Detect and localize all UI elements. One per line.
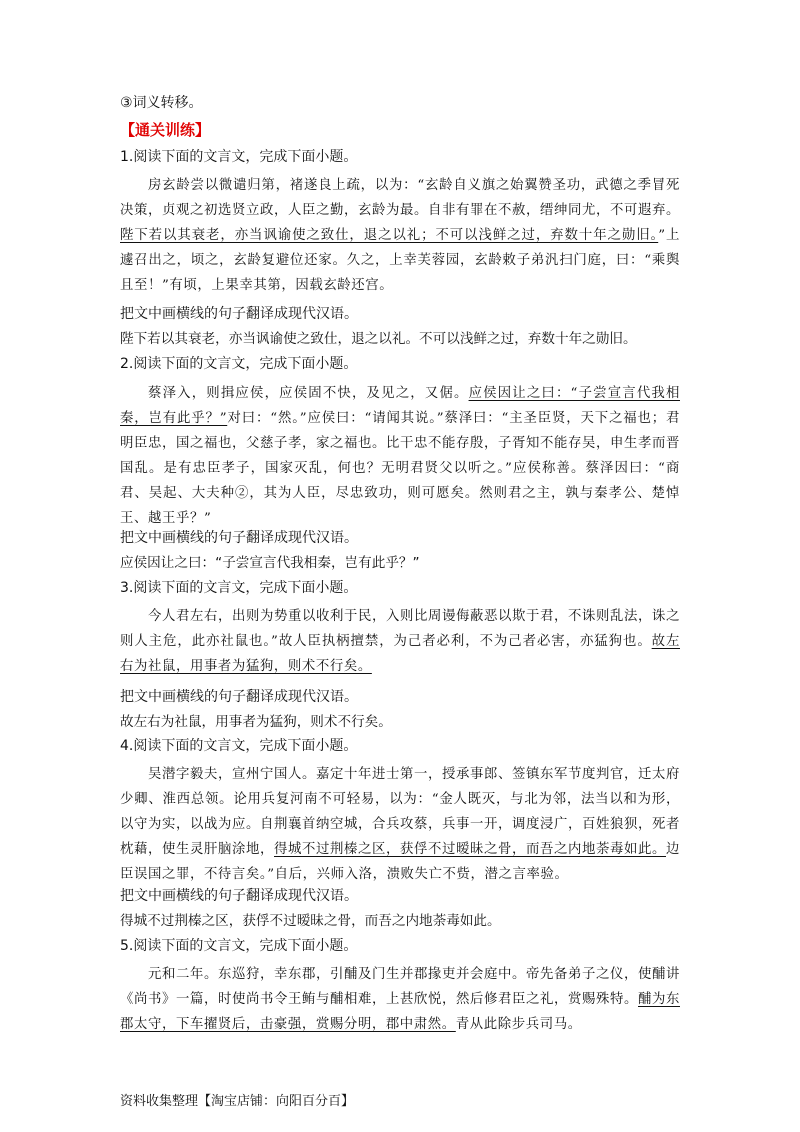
passage-underlined: 应侯因让之曰：“子尝宣言代我相秦，岂有此乎？”: [120, 386, 680, 426]
question-prompt: 3.阅读下面的文言文，完成下面小题。: [120, 580, 358, 596]
passage-text: 对曰：“然。”应侯曰：“请闻其说。”蔡泽曰：“主圣臣贤，天下之福也；君明臣忠，国之福也，父慈子孝，家之福也。比干忠不能存殷，子胥知不能存吴，申生孝而晋国乱。是有忠臣孝子，国家灭乱，何也？无明君贤父以听之。”应侯称善。蔡泽因曰：“商君、吴起、大夫种②，其为人臣，尽忠致功，则可愿矣。然则君之主，孰与秦孝公、楚悼王、越王乎？”: [120, 411, 680, 526]
passage-underlined: 陛下若以其衰老，亦当讽谕使之致仕，退之以礼；不可以浅鲜之过，弃数十年之勋旧。: [120, 228, 659, 243]
passage-text: ”上遽召出之，顷之，玄龄复避位还家。久之，上幸芙蓉园，玄龄敕子弟汎扫门庭，曰：“乘舆且至！”有顷，上果幸其第，因载玄龄还宫。: [120, 228, 680, 293]
question-task: 把文中画横线的句子翻译成现代汉语。: [120, 530, 358, 546]
passage-underlined: 酺为东郡太守，下车擢贤后，击豪强，赏赐分明，郡中肃然。: [120, 992, 680, 1032]
question-prompt: 4.阅读下面的文言文，完成下面小题。: [120, 738, 358, 754]
question-prompt: 1.阅读下面的文言文，完成下面小题。: [120, 149, 358, 165]
passage-text: 青从此除步兵司马。: [455, 1017, 582, 1032]
question-answer: 陛下若以其衰老，亦当讽谕使之致仕，退之以礼。不可以浅鲜之过，弃数十年之勋旧。: [120, 331, 637, 347]
page-footer: 资料收集整理【淘宝店铺：向阳百分百】: [120, 1094, 355, 1109]
passage-underlined: 故左右为社鼠，用事者为猛狗，则术不行矣。: [120, 634, 680, 674]
passage: [120, 173, 680, 298]
question-prompt: 2.阅读下面的文言文，完成下面小题。: [120, 356, 358, 372]
question-task: 把文中画横线的句子翻译成现代汉语。: [120, 306, 358, 322]
passage: [120, 962, 680, 1037]
passage-text: 边臣误国之罪，不待言矣。”自后，兴师入洛，溃败失亡不赀，潜之言率验。: [120, 842, 680, 882]
passage-underlined: 得城不过荆榛之区，获俘不过暧昧之骨，而吾之内地荼毒如此。: [274, 842, 666, 857]
question-answer: 得城不过荆榛之区，获俘不过暧昧之骨，而吾之内地荼毒如此。: [120, 913, 501, 929]
question-answer: 故左右为社鼠，用事者为猛狗，则术不行矣。: [120, 714, 392, 730]
question-task: 把文中画横线的句子翻译成现代汉语。: [120, 888, 358, 904]
passage: [120, 762, 680, 887]
passage: [120, 381, 680, 531]
question-answer: 应侯因让之曰：“子尝宣言代我相秦，岂有此乎？”: [120, 555, 420, 571]
question-prompt: 5.阅读下面的文言文，完成下面小题。: [120, 938, 358, 954]
question-task: 把文中画横线的句子翻译成现代汉语。: [120, 689, 358, 705]
passage-text: 房玄龄尝以微谴归第，褚遂良上疏，以为：“玄龄自义旗之始翼赞圣功，武德之季冒死决策，贞观之初选贤立政，人臣之勤，玄龄为最。自非有罪在不赦，缙绅同尤，不可遐弃。: [120, 178, 680, 218]
passage-text: 元和二年。东巡狩，幸东郡，引酺及门生并郡掾吏并会庭中。帝先备弟子之仪，使酺讲《尚书》一篇，时使尚书令王鲔与酺相难，上甚欣悦，然后修君臣之礼，赏赐殊特。: [120, 967, 680, 1007]
passage-text: 今人君左右，出则为势重以收利于民，入则比周谩侮蔽恶以欺于君，不诛则乱法，诛之则人主危，此亦社鼠也。”故人臣执柄擅禁，为己者必利，不为己者必害，亦猛狗也。: [120, 609, 680, 649]
passage-text: 吴潜字毅夫，宣州宁国人。嘉定十年进士第一，授承事郎、签镇东军节度判官，迁太府少卿、淮西总领。论用兵复河南不可轻易，以为：“金人既灭，与北为邻，法当以和为形，以守为实，以战为应。自荆襄首纳空城，合兵攻蔡，兵事一开，调度浸广，百姓狼狈，死者枕藉，使生灵肝脑涂地，: [120, 767, 680, 857]
passage-text: 蔡泽入，则揖应侯，应侯固不快，及见之，又倨。: [148, 386, 469, 401]
passage: [120, 604, 680, 679]
section-heading: 【通关训练】: [120, 121, 211, 139]
intro-item: ③词义转移。: [120, 95, 203, 111]
